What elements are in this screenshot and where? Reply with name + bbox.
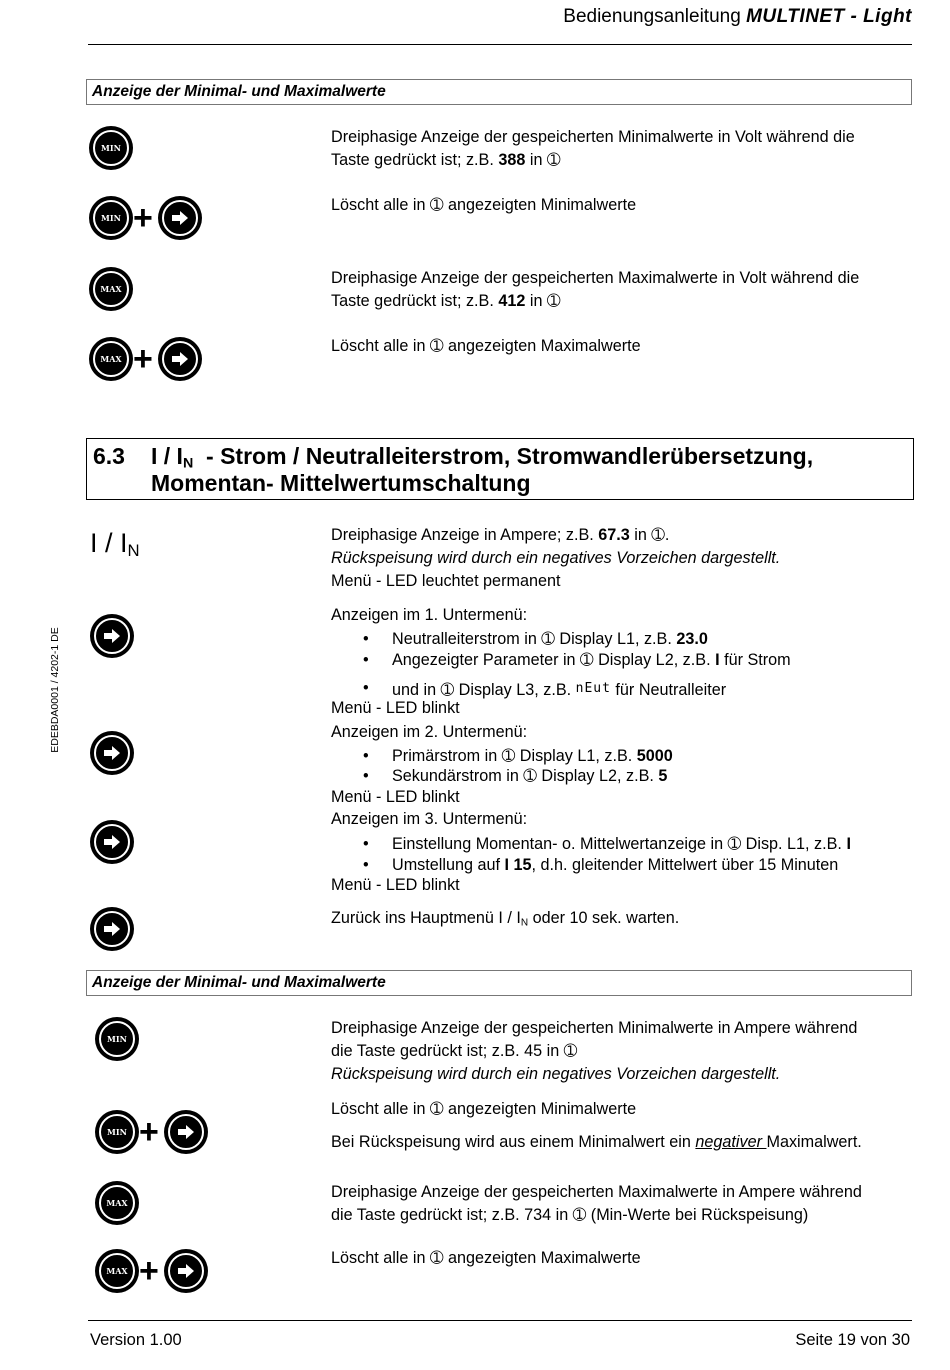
section-number: 6.3 <box>93 443 125 469</box>
plus-icon: + <box>139 1113 159 1151</box>
min-button-icon: MIN <box>89 126 133 170</box>
side-doc-code <box>40 627 70 752</box>
amp-minmax-heading: Anzeige der Minimal- und Maximalwerte <box>86 970 912 996</box>
section-title-line1: I / $I_N$ - Strom / Neutralleiterstrom, Stromwandlerübersetzung, <box>151 443 814 472</box>
amp-min-clear: Löscht alle in ➀ angezeigten Minimalwerte <box>331 1100 637 1118</box>
amp-min-note: Bei Rückspeisung wird aus einem Minimalwert ein negativer Maximalwert. <box>331 1133 862 1151</box>
volt-max-clear: Löscht alle in ➀ angezeigten Maximalwerte <box>331 337 641 355</box>
header-title: Bedienungsanleitung <box>563 6 741 27</box>
volt-min-clear: Löscht alle in ➀ angezeigten Minimalwerte <box>331 196 637 214</box>
menu2-heading: Anzeigen im 2. Untermenü: <box>331 723 528 741</box>
menu2-led: Menü - LED blinkt <box>331 788 460 806</box>
amp-max-clear: Löscht alle in ➀ angezeigten Maximalwerte <box>331 1249 641 1267</box>
volt-max-desc: Dreiphasige Anzeige der gespeicherten Maximalwerte in Volt während die Taste gedrückt ist; z.B. 412 in ➀ <box>331 269 860 310</box>
arrow-right-button-icon <box>90 614 134 658</box>
current-label: I / $I_N$ <box>90 528 140 561</box>
current-main-desc: Dreiphasige Anzeige in Ampere; z.B. 67.3 in ➀. Rückspeisung wird durch ein negatives Vorzeichen dargestellt. Menü - LED leuchtet permanent <box>331 526 781 590</box>
doc-code-text: EDEBDA0001 / 4202-1 DE <box>49 626 61 753</box>
header-rule <box>88 44 912 45</box>
arrow-right-button-icon <box>164 1110 208 1154</box>
amp-min-desc: Dreiphasige Anzeige der gespeicherten Minimalwerte in Ampere während die Taste gedrückt ist; z.B. 45 in ➀ Rückspeisung wird durch ein negatives Vorzeichen dargestellt. <box>331 1019 858 1083</box>
arrow-right-button-icon <box>164 1249 208 1293</box>
arrow-right-button-icon <box>90 907 134 951</box>
back-to-main: Zurück ins Hauptmenü I / $I_N$ oder 10 sek. warten. <box>331 909 680 929</box>
min-button-icon: MIN <box>95 1017 139 1061</box>
footer-version: Version 1.00 <box>90 1331 182 1349</box>
menu1-led: Menü - LED blinkt <box>331 699 460 717</box>
section-title-line2: Momentan- Mittelwertumschaltung <box>151 470 531 496</box>
max-button-icon: MAX <box>89 337 133 381</box>
plus-icon: + <box>139 1252 159 1290</box>
min-button-icon: MIN <box>89 196 133 240</box>
plus-icon: + <box>133 199 153 237</box>
footer-page-number: Seite 19 von 30 <box>795 1331 910 1349</box>
max-button-icon: MAX <box>95 1181 139 1225</box>
volt-min-desc: Dreiphasige Anzeige der gespeicherten Minimalwerte in Volt während die Taste gedrückt ist; z.B. 388 in ➀ <box>331 128 855 169</box>
section-title-box <box>86 438 914 500</box>
amp-max-desc: Dreiphasige Anzeige der gespeicherten Maximalwerte in Ampere während die Taste gedrückt ist; z.B. 734 in ➀ (Min-Werte bei Rückspeisung) <box>331 1183 862 1224</box>
max-button-icon: MAX <box>95 1249 139 1293</box>
page-header <box>563 6 912 28</box>
header-brand: MULTINET - Light <box>746 6 912 27</box>
max-button-icon: MAX <box>89 267 133 311</box>
plus-icon: + <box>133 340 153 378</box>
arrow-right-button-icon <box>90 820 134 864</box>
menu3-led: Menü - LED blinkt <box>331 876 460 894</box>
arrow-right-button-icon <box>158 337 202 381</box>
menu3-heading: Anzeigen im 3. Untermenü: <box>331 810 528 828</box>
volt-minmax-heading: Anzeige der Minimal- und Maximalwerte <box>86 79 912 105</box>
arrow-right-button-icon <box>158 196 202 240</box>
menu1-heading: Anzeigen im 1. Untermenü: <box>331 606 528 624</box>
arrow-right-button-icon <box>90 731 134 775</box>
footer-rule <box>88 1320 912 1321</box>
min-button-icon: MIN <box>95 1110 139 1154</box>
